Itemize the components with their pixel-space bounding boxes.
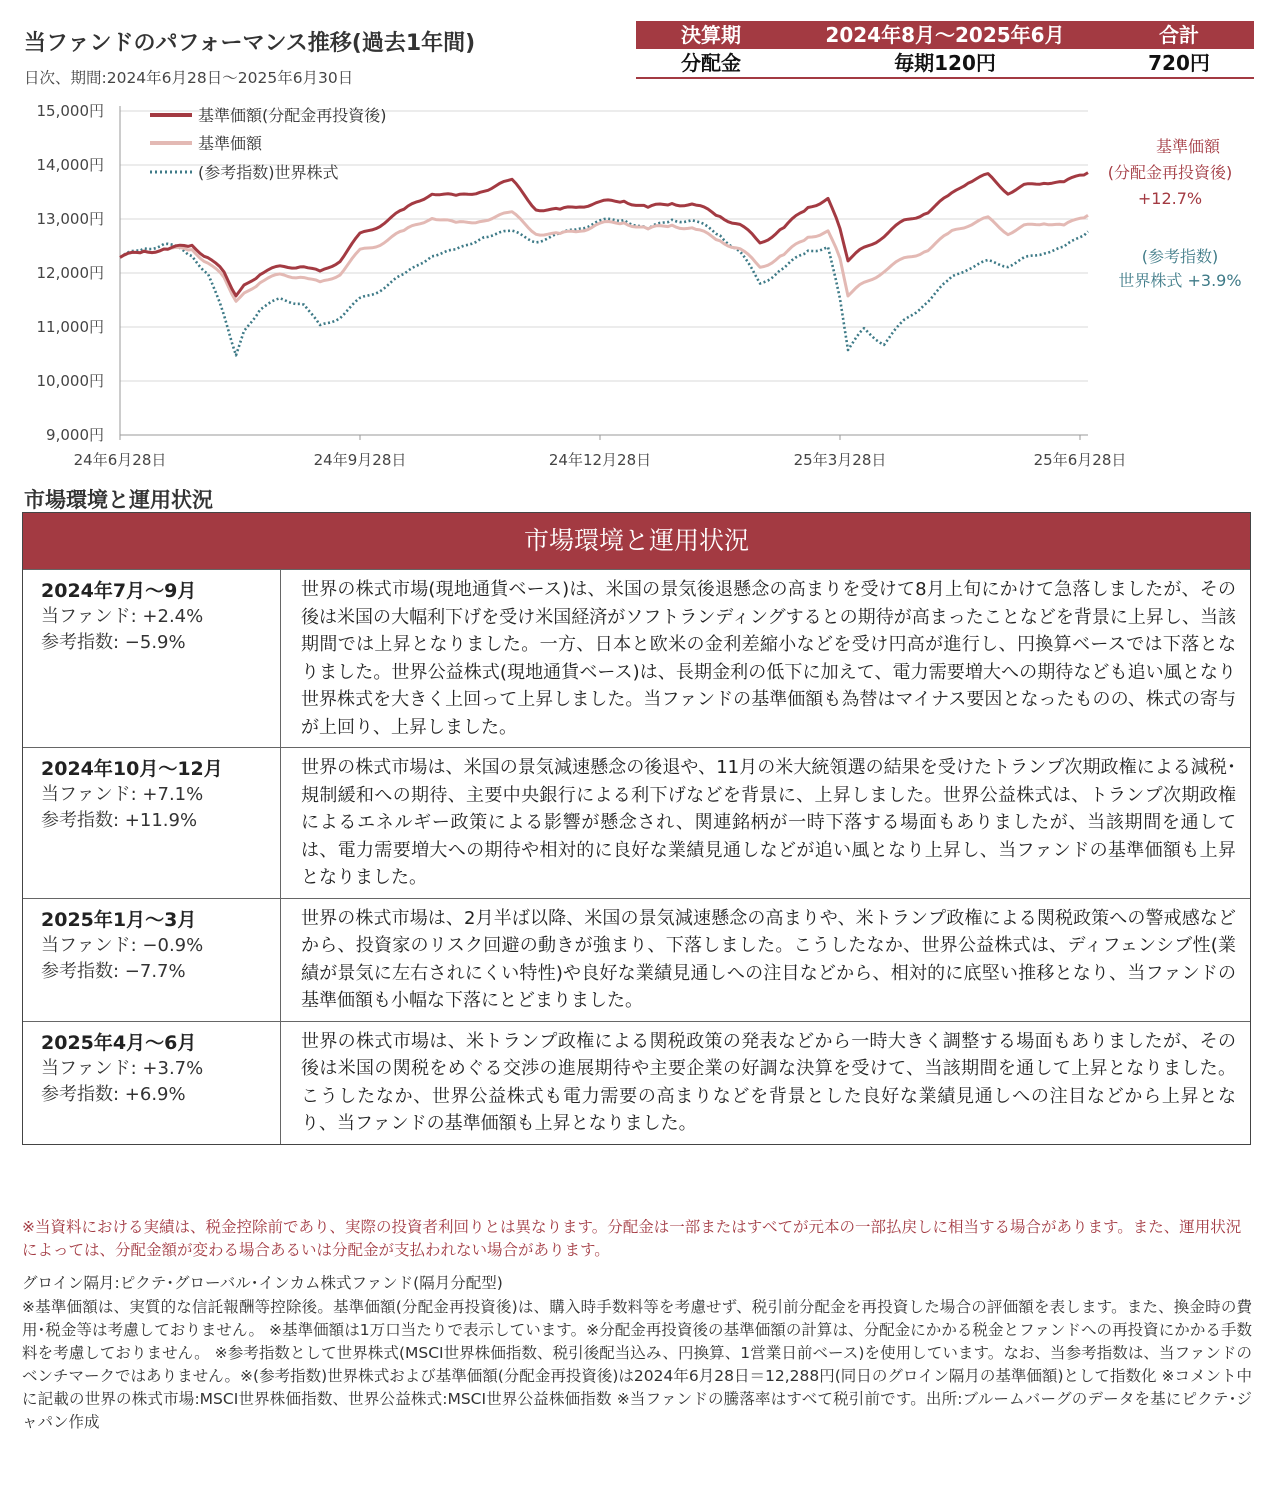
distribution-value-row [636,49,1254,78]
fund-return: 当ファンド: −0.9% [41,934,204,956]
index-return: 参考指数: −5.9% [41,632,186,653]
end-label-reinvest-3: +12.7% [1137,189,1203,208]
market-commentary: 世界の株式市場は、2月半ば以降、米国の景気減速懸念の高まりや、米トランプ政権による関税政策への警戒感などから、投資家のリスク回避の動きが強まり、下落しました。こうしたなか、世界公益株式は、ディフェンシブ性(業績が景気に左右されにくい特性)や良好な業績見通しへの注目などから、相対的に底堅い推移となり、当ファンドの基準価額も小幅な下落にとどまりました。 [301,907,1236,1011]
market-period: 2025年4月～6月 [41,1031,197,1054]
fund-return: 当ファンド: +3.7% [41,1057,204,1079]
y-tick-label: 12,000円 [36,264,104,282]
distribution-header-row [636,21,1254,49]
risk-warning: ※当資料における実績は、税金控除前であり、実際の投資者利回りとは異なります。分配金は一部またはすべてが元本の一部払戻しに相当する場合があります。また、運用状況によっては、分配金額が変わる場合あるいは分配金が支払われない場合があります。 [22,1218,1242,1259]
index-return: 参考指数: +11.9% [41,810,198,831]
fund-return: 当ファンド: +7.1% [41,784,204,805]
y-tick-label: 10,000円 [36,372,104,390]
x-tick-label: 24年12月28日 [548,451,652,469]
x-tick-label: 24年6月28日 [73,451,167,469]
legend-label-index: (参考指数)世界株式 [198,163,339,182]
market-row [23,898,1250,1021]
x-tick-label: 25年6月28日 [1033,451,1127,469]
chart-title: 当ファンドのパフォーマンス推移(過去1年間) [24,31,476,56]
market-period: 2025年1月～3月 [41,908,197,931]
distribution-per-period: 毎期120円 [786,49,1104,78]
section-title: 市場環境と運用状況 [24,488,213,512]
x-tick-label: 24年9月28日 [313,451,407,469]
series-line-nav [120,212,1088,302]
legend-label-nav: 基準価額 [198,134,263,153]
market-period: 2024年10月～12月 [41,758,223,780]
market-row [23,569,1250,747]
legend-label-reinvest: 基準価額(分配金再投資後) [198,106,387,125]
chart-legend [150,106,387,182]
distribution-header-period: 決算期 [636,21,786,49]
chart-subtitle: 日次、期間:2024年6月28日～2025年6月30日 [24,69,354,87]
market-commentary: 世界の株式市場は、米国の景気減速懸念の後退や、11月の米大統領選の結果を受けたトランプ次期政権による減税･規制緩和への期待、主要中央銀行による利下げなどを背景に、上昇しました。世界公益株式は、トランプ次期政権によるエネルギー政策による影響が懸念され、関連銘柄が一時下落する場面もありましたが、当該期間を通しては、電力需要増大への期待や相対的に良好な業績見通しなどが追い風となり上昇し、当ファンドの基準価額も上昇となりました。 [301,757,1236,888]
market-table-header: 市場環境と運用状況 [23,513,1250,569]
fund-return: 当ファンド: +2.4% [41,606,204,627]
market-commentary: 世界の株式市場(現地通貨ベース)は、米国の景気後退懸念の高まりを受けて8月上旬にかけて急落しましたが、その後は米国の大幅利下げを受け米国経済がソフトランディングするとの期待が高まったことなどを背景に上昇し、当該期間では上昇となりました。一方、日本と欧米の金利差縮小などを受け円高が進行し、円換算ベースでは下落となりました。世界公益株式(現地通貨ベース)は、長期金利の低下に加えて、電力需要増大への期待なども追い風となり世界株式を大きく上回って上昇しました。当ファンドの基準価額も為替はマイナス要因となったものの、株式の寄与が上回り、上昇しました。 [301,579,1236,738]
end-label-reinvest-1: 基準価額 [1155,137,1221,156]
fund-name: グロイン隔月:ピクテ･グローバル･インカム株式ファンド(隔月分配型) [22,1274,503,1292]
market-row-summary [23,1022,281,1144]
performance-chart [0,96,1280,476]
y-tick-label: 9,000円 [46,426,104,444]
footnotes: ※基準価額は、実質的な信託報酬等控除後。基準価額(分配金再投資後)は、購入時手数料等を考慮せず、税引前分配金を再投資した場合の評価額を表します。また、換金時の費用･税金等は考慮しておりません。 ※基準価額は1万口当たりで表示しています。※分配金再投資後の基準価額の計算は、分配金にかかる税金とファンドへの再投資にかかる手数料を考慮しておりません。 ※参考指数として世界株式(MSCI世界株価指数、税引後配当込み、円換算、1営業日前ベース)を使用しています。なお、当参考指数は、当ファンドのベンチマークではありません。※(参考指数)世界株式および基準価額(分配金再投資後)は2024年6月28日＝12,288円(同日のグロイン隔月の基準価額)として指数化 ※コメント中に記載の世界の株式市場:MSCI世界株価指数、世界公益株式:MSCI世界公益株価指数 ※当ファンドの騰落率はすべて税引前です。出所:ブルームバーグのデータを基にピクテ･ジャパン作成 [22,1298,1252,1431]
series-line-reinvest [120,173,1088,296]
market-row-summary [23,570,281,747]
index-return: 参考指数: +6.9% [41,1083,186,1105]
distribution-label: 分配金 [636,49,786,78]
end-label-index-2: 世界株式 +3.9% [1118,271,1242,290]
y-tick-label: 14,000円 [36,156,104,174]
index-return: 参考指数: −7.7% [41,960,186,982]
distribution-total: 720円 [1104,49,1254,78]
series-line-index [120,219,1088,355]
market-commentary: 世界の株式市場は、米トランプ政権による関税政策の発表などから一時大きく調整する場面もありましたが、その後は米国の関税をめぐる交渉の進展期待や主要企業の好調な決算を受けて、当該期間を通して上昇となりました。こうしたなか、世界公益株式も電力需要の高まりなどを背景とした良好な業績見通しへの注目などから上昇となり、当ファンドの基準価額も上昇となりました。 [301,1030,1236,1134]
distribution-header-range: 2024年8月～2025年6月 [786,21,1104,49]
distribution-header-total: 合計 [1104,21,1254,49]
y-tick-label: 13,000円 [36,210,104,228]
market-row [23,1021,1250,1144]
market-row-summary [23,748,281,898]
market-period: 2024年7月～9月 [41,580,197,602]
market-table [22,512,1251,1145]
distribution-table [636,21,1254,79]
x-tick-label: 25年3月28日 [793,451,887,469]
y-tick-label: 11,000円 [36,318,104,336]
market-row-summary [23,899,281,1021]
y-tick-label: 15,000円 [36,102,104,120]
end-label-index-1: (参考指数) [1141,247,1219,266]
end-label-reinvest-2: (分配金再投資後) [1107,163,1233,182]
market-row [23,747,1250,898]
